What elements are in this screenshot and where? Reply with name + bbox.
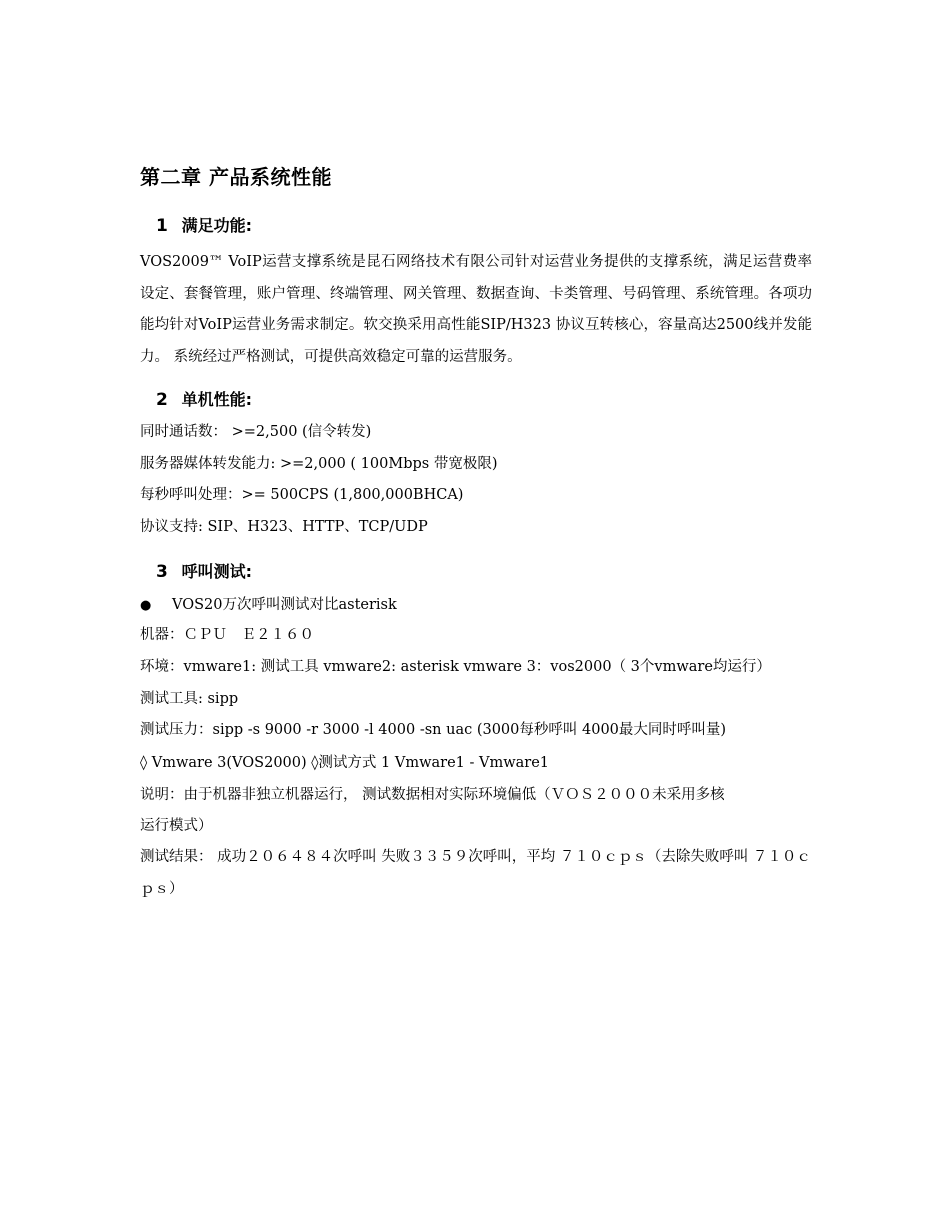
section-heading-functions — [156, 213, 252, 236]
section-number: 3 — [156, 562, 168, 582]
section-title: 单机性能: — [181, 390, 252, 409]
section-title: 满足功能: — [181, 216, 252, 235]
test-line-note: 说明：由于机器非独立机器运行， 测试数据相对实际环境偏低（ＶＯＳ２０００未采用多核 — [140, 787, 725, 803]
perf-line-cps: 每秒呼叫处理：>= 500CPS (1,800,000BHCA) — [140, 487, 464, 503]
test-line-machine: 机器：ＣＰＵ Ｅ２１６０ — [140, 627, 314, 643]
section-heading-call-test — [156, 559, 252, 582]
section-number: 1 — [156, 216, 168, 236]
bullet-text: VOS20万次呼叫测试对比asterisk — [172, 597, 397, 613]
bullet-item — [140, 593, 397, 614]
functions-paragraph: VOS2009™ VoIP运营支撑系统是昆石网络技术有限公司针对运营业务提供的支撑系统，满足运营费率设定、套餐管理，账户管理、终端管理、网关管理、数据查询、卡类管理、号码管理、系统管理。各项功能均针对VoIP运营业务需求制定。软交换采用高性能SIP/H323 协议互转核心，容量高达2500线并发能力。 系统经过严格测试，可提供高效稳定可靠的运营服务。 — [140, 254, 812, 366]
perf-line-concurrent-calls: 同时通话数： >=2,500 (信令转发) — [140, 424, 372, 440]
section-title: 呼叫测试: — [181, 562, 252, 581]
test-line-method: ◊ Vmware 3(VOS2000) ◊测试方式 1 Vmware1 - Vmware1 — [140, 755, 550, 771]
section-number: 2 — [156, 390, 168, 410]
test-line-environment: 环境：vmware1: 测试工具 vmware2: asterisk vmware 3：vos2000（ 3个vmware均运行） — [140, 659, 771, 675]
chapter-title: 第二章 产品系统性能 — [140, 165, 332, 189]
bullet-dot-icon: ● — [140, 598, 152, 613]
test-result-paragraph: 测试结果： 成功２０６４８４次呼叫 失败３３５９次呼叫，平均 ７１０ｃｐｓ（去除失败呼叫 ７１０ｃｐｓ） — [140, 849, 811, 897]
test-line-note-cont: 运行模式） — [140, 818, 213, 834]
section-heading-performance — [156, 387, 252, 410]
perf-line-media-forwarding: 服务器媒体转发能力: >=2,000 ( 100Mbps 带宽极限) — [140, 456, 498, 472]
test-line-tool: 测试工具: sipp — [140, 691, 239, 707]
test-line-pressure: 测试压力：sipp -s 9000 -r 3000 -l 4000 -sn uac (3000每秒呼叫 4000最大同时呼叫量) — [140, 722, 727, 738]
perf-line-protocols: 协议支持: SIP、H323、HTTP、TCP/UDP — [140, 519, 428, 535]
